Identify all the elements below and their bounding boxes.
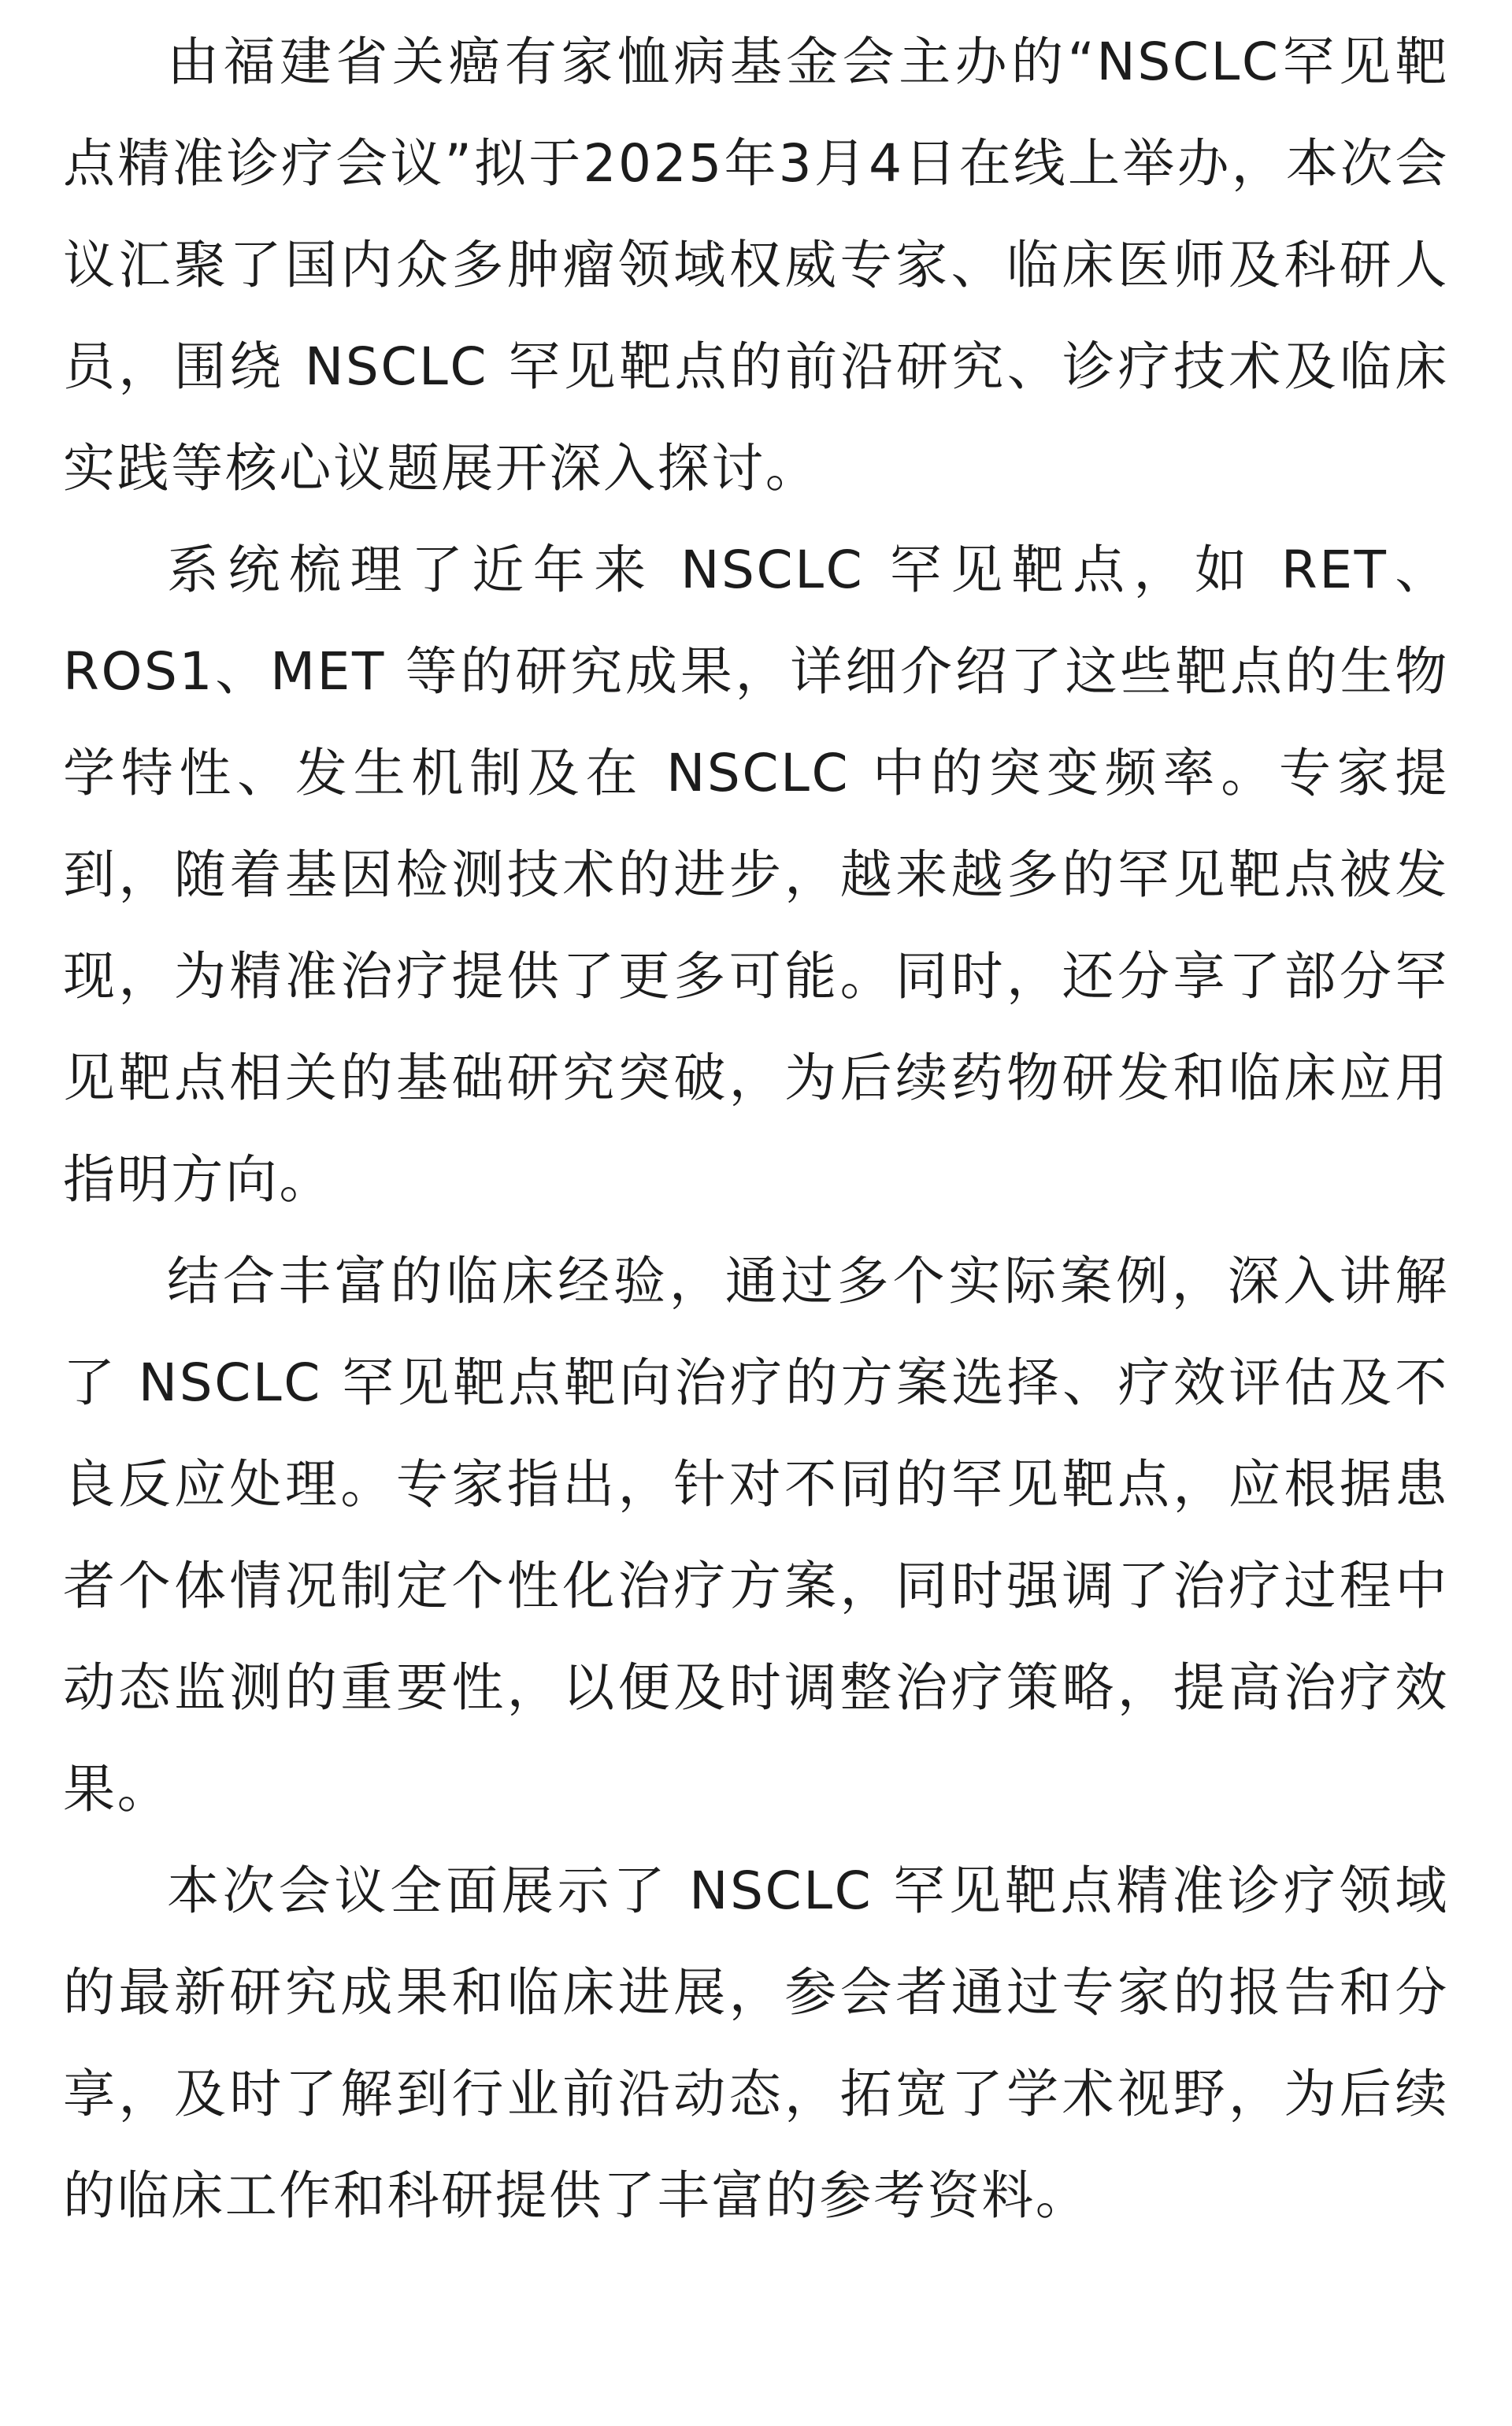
paragraph-clinical: 结合丰富的临床经验，通过多个实际案例，深入讲解了 NSCLC 罕见靶点靶向治疗的方案选择、疗效评估及不良反应处理。专家指出，针对不同的罕见靶点，应根据患者个体情况制定个性化治疗方案，同时强调了治疗过程中动态监测的重要性，以便及时调整治疗策略，提高治疗效果。 [63,1251,1449,1820]
paragraph-summary: 本次会议全面展示了 NSCLC 罕见靶点精准诊疗领域的最新研究成果和临床进展，参会者通过专家的报告和分享，及时了解到行业前沿动态，拓宽了学术视野，为后续的临床工作和科研提供了丰富的参考资料。 [63,1860,1449,2226]
paragraph-intro: 由福建省关癌有家恤病基金会主办的“NSCLC罕见靶点精准诊疗会议”拟于2025年3月4日在线上举办，本次会议汇聚了国内众多肿瘤领域权威专家、临床医师及科研人员，围绕 NSCLC 罕见靶点的前沿研究、诊疗技术及临床实践等核心议题展开深入探讨。 [63,32,1449,499]
article-body [63,11,1449,2246]
paragraph-research: 系统梳理了近年来 NSCLC 罕见靶点，如 RET、ROS1、MET 等的研究成果，详细介绍了这些靶点的生物学特性、发生机制及在 NSCLC 中的突变频率。专家提到，随着基因检测技术的进步，越来越多的罕见靶点被发现，为精准治疗提供了更多可能。同时，还分享了部分罕见靶点相关的基础研究突破，为后续药物研发和临床应用指明方向。 [63,540,1449,1210]
